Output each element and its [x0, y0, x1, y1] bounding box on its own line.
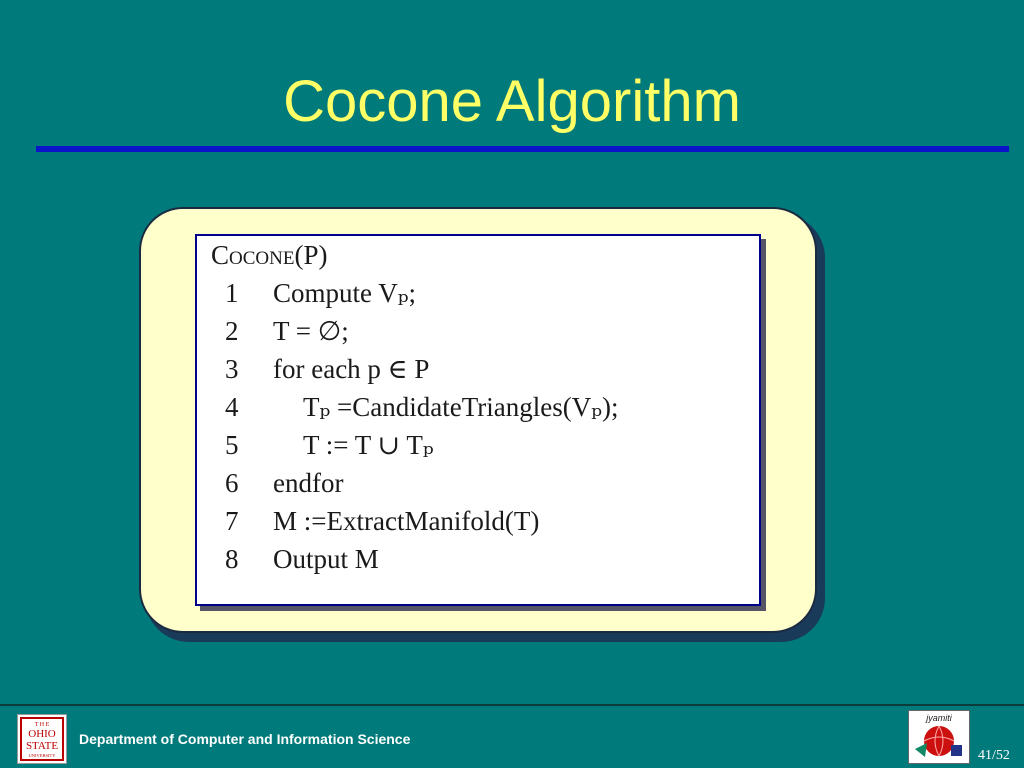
- line-text: for each p ∈ P: [273, 354, 430, 384]
- algorithm-args: (P): [294, 240, 328, 270]
- line-number: 1: [225, 278, 239, 308]
- line-number: 5: [225, 430, 239, 460]
- footer-divider: [0, 704, 1024, 706]
- line-number: 7: [225, 506, 239, 536]
- algorithm-line: [197, 506, 757, 544]
- svg-text:STATE: STATE: [25, 740, 59, 752]
- algorithm-line: [197, 430, 757, 468]
- department-name: Department of Computer and Information Science: [79, 731, 411, 747]
- line-number: 8: [225, 544, 239, 574]
- algorithm-box: [195, 234, 761, 606]
- algorithm-line: [197, 354, 757, 392]
- algorithm-line: [197, 468, 757, 506]
- line-number: 2: [225, 316, 239, 346]
- page-number: 41/52: [978, 748, 1010, 763]
- line-number: 3: [225, 354, 239, 384]
- algorithm-line: [197, 544, 757, 582]
- line-text: T = ∅;: [273, 316, 349, 346]
- svg-text:T H E: T H E: [34, 722, 50, 728]
- algorithm-name: Cocone: [211, 240, 295, 270]
- algorithm-line: [197, 278, 757, 316]
- svg-text:UNIVERSITY: UNIVERSITY: [28, 753, 56, 758]
- algorithm-line: [197, 392, 757, 430]
- line-text: M :=ExtractManifold(T): [273, 506, 540, 536]
- title-divider: [36, 146, 1009, 152]
- ohio-state-logo: [17, 714, 67, 764]
- algorithm-header: [211, 240, 327, 271]
- jyamiti-globe-logo: [908, 710, 970, 764]
- line-text: Output M: [273, 544, 379, 574]
- line-text: endfor: [273, 468, 344, 498]
- line-number: 6: [225, 468, 239, 498]
- svg-text:OHIO: OHIO: [28, 728, 56, 740]
- line-text: T := T ∪ Tₚ: [303, 430, 434, 460]
- slide-title: Cocone Algorithm: [283, 69, 741, 134]
- line-text: Compute Vₚ;: [273, 278, 417, 308]
- line-text: Tₚ =CandidateTriangles(Vₚ);: [303, 392, 619, 422]
- svg-text:jyamiti: jyamiti: [926, 713, 952, 723]
- algorithm-line: [197, 316, 757, 354]
- line-number: 4: [225, 392, 239, 422]
